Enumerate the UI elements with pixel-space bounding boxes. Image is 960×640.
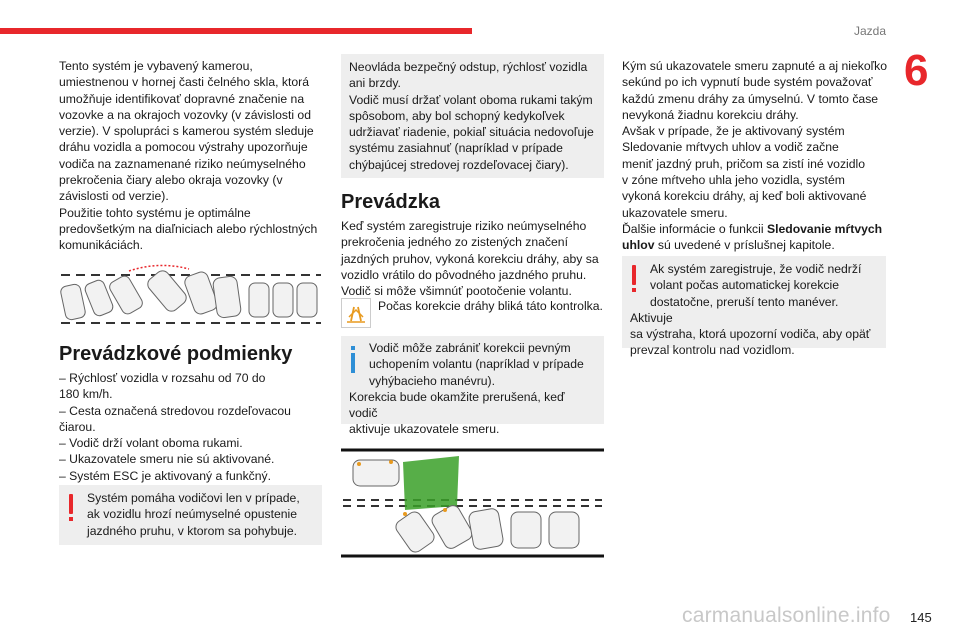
info-icon [347,346,359,376]
list-item: – Systém ESC je aktivovaný a funkčný. [59,468,272,483]
operation-heading: Prevádzka [341,191,440,213]
section-title: Jazda [853,24,886,38]
operation-paragraph: Keď systém zaregistruje riziko neúmyselného prekročenia jedného zo zistených značení jazdných pruhov, vykoná korekciu dráhy, aby sa vozidlo vrátilo do pôvodného jazdného pruhu. Vodič si môže všimnúť pootočenie volantu. [341,219,599,299]
warning-box: Ak systém zaregistruje, že vodič nedrží volant počas automatickej korekcie dostatočne, preruší tento manéver. Aktivuje sa výstraha, ktorá upozorní vodiča, aby opäť prevzal kontrolu nad vozidlom. [622,256,886,348]
warning-icon [65,494,77,524]
list-item: – Cesta označená stredovou rozdeľovacou [59,403,291,418]
info-box: Vodič môže zabrániť korekcii pevným uchopením volantu (napríklad v prípade vyhýbacieho manévru). Korekcia bude okamžite prerušená, keď vodič aktivuje ukazovatele smeru. [341,336,604,424]
lamp-description: Počas korekcie dráhy bliká táto kontrolka. [378,299,603,313]
conditions-list [59,370,323,484]
feature-name: Sledovanie mŕtvych [766,221,883,236]
list-item: – Vodič drží volant oboma rukami. [59,436,243,451]
warning-icon [628,265,640,295]
chapter-number: 6 [904,46,929,95]
list-item: – Rýchlosť vozidla v rozsahu od 70 do [59,371,266,385]
conditions-heading: Prevádzkové podmienky [59,343,293,365]
intro-paragraph: Tento systém je vybavený kamerou, umiestnenou v hornej časti čelného skla, ktorá umožňuje identifikovať dopravné značenie na vozovke a na okrajoch vozovky (v závislosti od verzie). V spolupráci s kamerou systém sleduje dráhu vozidla a pomocou výstrahy upozorňuje vodiča na zaznamenané riziko neúmyselného prekročenia čiary alebo okraja vozovky (v závislosti od verzie). Použitie tohto systému je optimálne predovšetkým na diaľniciach alebo rýchlostných komunikáciách. [59,59,318,253]
feature-name: uhlov [622,238,655,253]
watermark: carmanualsonline.info [682,604,891,627]
page-number: 145 [910,610,932,625]
list-item: čiarou. [59,419,96,434]
lane-departure-illustration [59,255,323,327]
blind-spot-correction-illustration [341,448,604,558]
note-box: Neovláda bezpečný odstup, rýchlosť vozidla ani brzdy. Vodič musí držať volant oboma rukami takým spôsobom, aby bol schopný kedykoľvek udržiavať riadenie, pokiaľ situácia nedovoľuje systému zasiahnuť (napríklad v prípade chýbajúcej stredovej rozdeľovacej čiary). [341,54,604,178]
blind-spot-paragraph: Kým sú ukazovatele smeru zapnuté a aj niekoľko sekúnd po ich vypnutí bude systém považovať každú zmenu dráhy za úmyselnú. V tomto čase nevykoná žiadnu korekciu dráhy. Avšak v prípade, že je aktivovaný systém Sledovanie mŕtvych uhlov a vodič začne meniť jazdný pruh, pričom sa zistí iné vozidlo v zóne mŕtveho uhla jeho vozidla, systém vykoná korekciu dráhy, aj keď boli aktivované ukazovatele smeru. Ďalšie informácie o funkcii Sledovanie mŕtvych uhlov sú uvedené v príslušnej kapitole. [622,59,888,253]
list-item: – Ukazovatele smeru nie sú aktivované. [59,452,275,467]
lane-warning-lamp-icon [341,298,371,328]
header-accent-bar [0,28,472,34]
warning-box: Systém pomáha vodičovi len v prípade, ak vozidlu hrozí neúmyselné opustenie jazdného pruhu, v ktorom sa pohybuje. [59,485,322,545]
list-item: 180 km/h. [59,387,113,402]
